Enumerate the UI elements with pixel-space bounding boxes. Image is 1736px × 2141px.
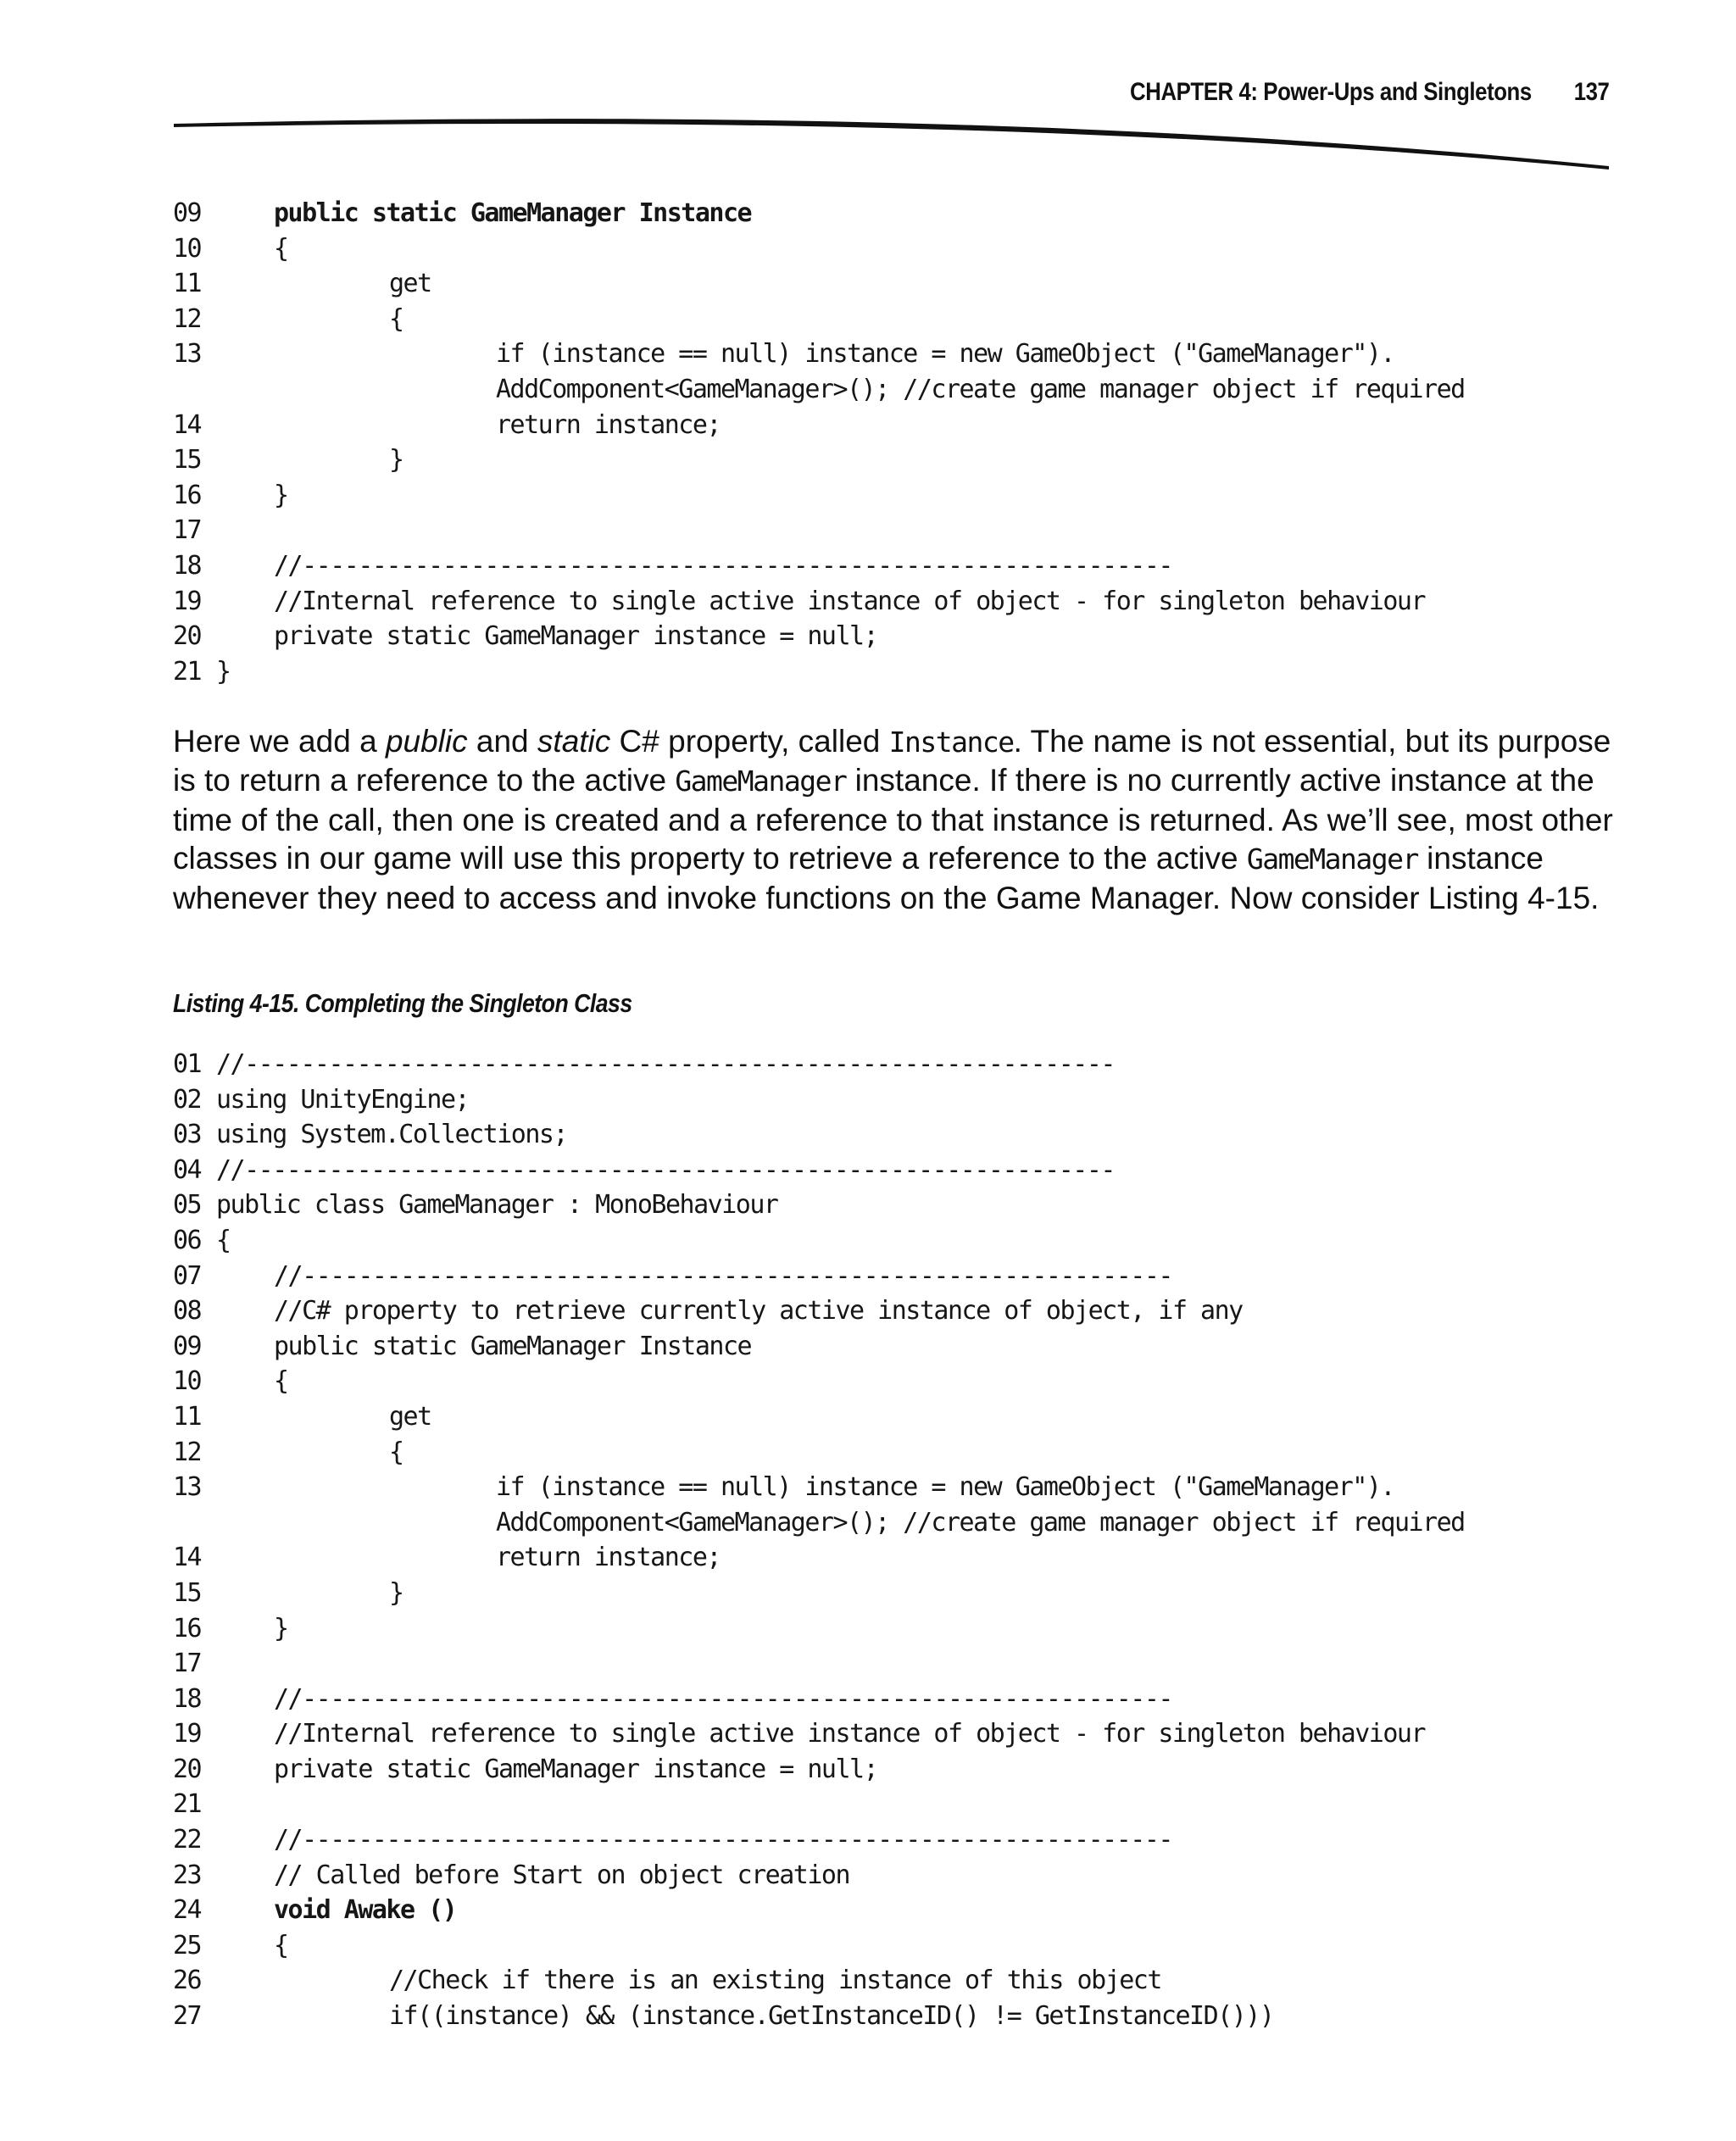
emphasis-public: public	[385, 724, 468, 759]
code-line	[173, 302, 1465, 337]
code-text: //Internal reference to single active instance of object - for singleton behaviour	[274, 1719, 1426, 1749]
line-number: 13	[173, 1472, 202, 1503]
code-line	[173, 266, 1465, 302]
code-text: AddComponent<GameManager>(); //create game manager object if required	[496, 1507, 1465, 1538]
code-text: AddComponent<GameManager>(); //create game manager object if required	[496, 374, 1465, 404]
code-line	[173, 1117, 1465, 1153]
line-number: 06	[173, 1225, 202, 1255]
line-number: 11	[173, 1401, 202, 1432]
code-text: {	[274, 1930, 288, 1960]
line-number: 02	[173, 1084, 202, 1115]
code-text: {	[216, 1225, 231, 1255]
code-line	[173, 231, 1465, 267]
code-text: if((instance) && (instance.GetInstanceID() != GetInstanceID()))	[389, 2001, 1274, 2032]
code-text: using UnityEngine;	[216, 1084, 470, 1115]
code-line	[173, 1047, 1465, 1082]
code-line	[173, 1187, 1465, 1223]
code-text: if (instance == null) instance = new GameObject ("GameManager").	[496, 1472, 1394, 1503]
listing-caption: Listing 4-15. Completing the Singleton Class	[173, 988, 632, 1018]
line-number: 10	[173, 1366, 202, 1397]
line-number: 23	[173, 1860, 202, 1890]
code-text: get	[389, 269, 431, 299]
line-number: 12	[173, 303, 202, 334]
code-line	[173, 1646, 1465, 1682]
code-line	[173, 1963, 1465, 1999]
line-number: 22	[173, 1825, 202, 1855]
code-text: private static GameManager instance = null;	[274, 1754, 878, 1784]
code-line	[173, 1999, 1465, 2034]
line-number: 27	[173, 2001, 202, 2032]
code-line	[173, 1893, 1465, 1928]
line-number: 05	[173, 1190, 202, 1221]
code-line	[173, 619, 1465, 654]
line-number: 12	[173, 1437, 202, 1467]
line-number: 01	[173, 1049, 202, 1079]
code-line	[173, 1153, 1465, 1188]
code-text	[214, 1649, 274, 1678]
code-text: }	[274, 1613, 288, 1643]
page-number: 137	[1573, 78, 1609, 106]
code-line	[173, 1259, 1465, 1294]
code-line	[173, 1223, 1465, 1259]
code-text: }	[389, 445, 403, 475]
code-line	[173, 196, 1465, 231]
code-line	[173, 1716, 1465, 1752]
code-text: //Internal reference to single active instance of object - for singleton behaviour	[274, 586, 1426, 616]
code-line	[173, 513, 1465, 548]
code-line	[173, 408, 1465, 443]
line-number: 14	[173, 1543, 202, 1573]
code-text: {	[389, 1437, 403, 1467]
chapter-title: CHAPTER 4: Power-Ups and Singletons	[1129, 78, 1532, 106]
line-number: 13	[173, 339, 202, 370]
line-number: 14	[173, 409, 202, 440]
code-text	[214, 515, 274, 545]
code-text: }	[216, 656, 231, 687]
code-text: //--------------------------------------------------------------	[274, 1260, 1172, 1291]
line-number: 21	[173, 1789, 202, 1820]
code-text: //--------------------------------------------------------------	[216, 1154, 1115, 1185]
code-line	[173, 1822, 1465, 1858]
code-text: //C# property to retrieve currently active instance of object, if any	[274, 1296, 1243, 1326]
line-number: 17	[173, 1649, 202, 1679]
code-line	[173, 1435, 1465, 1471]
code-text: return instance;	[496, 409, 721, 440]
code-line	[173, 1399, 1465, 1435]
code-line	[173, 1858, 1465, 1894]
code-text: if (instance == null) instance = new GameObject ("GameManager").	[496, 339, 1394, 370]
code-text: public static GameManager Instance	[274, 198, 752, 228]
line-number: 24	[173, 1895, 202, 1926]
code-text: using System.Collections;	[216, 1120, 568, 1150]
code-line	[173, 1293, 1465, 1329]
code-line	[173, 336, 1465, 372]
code-text: //--------------------------------------------------------------	[274, 1825, 1172, 1855]
line-number: 25	[173, 1930, 202, 1960]
code-line	[173, 1576, 1465, 1611]
code-text: //Check if there is an existing instance of this object	[389, 1966, 1161, 1996]
code-text: private static GameManager instance = null;	[274, 621, 878, 652]
line-number: 15	[173, 1577, 202, 1608]
code-text: public static GameManager Instance	[274, 1331, 752, 1361]
header-rule	[0, 0, 1736, 186]
line-number: 16	[173, 1613, 202, 1643]
code-line	[173, 1682, 1465, 1717]
code-line	[173, 1505, 1465, 1541]
body-paragraph: Here we add a public and static C# property, called Instance. The name is not essential, but its purpose is to return a reference to the active GameManager instance. If there is no currently active instance at the time of the call, then one is created and a reference to that instance is returned. As we’ll see, most other classes in our game will use this property to retrieve a reference to the active GameManager instance whenever they need to access and invoke functions on the Game Manager. Now consider Listing 4-15.	[173, 724, 1613, 915]
line-number: 21	[173, 656, 202, 687]
code-text	[214, 1789, 274, 1819]
code-text: }	[274, 480, 288, 510]
line-number: 08	[173, 1296, 202, 1326]
code-text: //--------------------------------------------------------------	[274, 1683, 1172, 1714]
inline-code-gamemanager: GameManager	[675, 765, 847, 798]
code-text: void Awake ()	[274, 1895, 457, 1926]
code-listing-continued	[173, 196, 1465, 689]
code-text: {	[389, 303, 403, 334]
line-number: 09	[173, 1331, 202, 1361]
code-text: }	[389, 1577, 403, 1608]
code-text: get	[389, 1401, 431, 1432]
code-line	[173, 1364, 1465, 1399]
code-line	[173, 654, 1465, 690]
line-number: 04	[173, 1154, 202, 1185]
line-number: 18	[173, 1683, 202, 1714]
code-line	[173, 584, 1465, 620]
code-text: {	[274, 233, 288, 264]
code-line	[173, 1787, 1465, 1822]
line-number: 15	[173, 445, 202, 475]
code-text: //--------------------------------------------------------------	[274, 550, 1172, 581]
code-line	[173, 1540, 1465, 1576]
code-text: // Called before Start on object creation	[274, 1860, 850, 1890]
code-text: {	[274, 1366, 288, 1397]
code-listing-4-15	[173, 1047, 1465, 2034]
code-line	[173, 1928, 1465, 1964]
code-text: return instance;	[496, 1543, 721, 1573]
code-line	[173, 1329, 1465, 1365]
code-text: //--------------------------------------------------------------	[216, 1049, 1115, 1079]
line-number: 17	[173, 515, 202, 546]
line-number: 20	[173, 621, 202, 652]
inline-code-gamemanager: GameManager	[1246, 842, 1418, 876]
code-line	[173, 478, 1465, 514]
line-number: 19	[173, 1719, 202, 1749]
emphasis-static: static	[537, 724, 611, 759]
code-text: public class GameManager : MonoBehaviour	[216, 1190, 778, 1221]
line-number: 11	[173, 269, 202, 299]
line-number: 10	[173, 233, 202, 264]
code-line	[173, 372, 1465, 408]
code-line	[173, 1470, 1465, 1505]
inline-code-instance: Instance	[888, 726, 1014, 759]
line-number: 03	[173, 1120, 202, 1150]
line-number: 19	[173, 586, 202, 616]
code-line	[173, 442, 1465, 478]
code-line	[173, 1752, 1465, 1788]
code-line	[173, 548, 1465, 584]
line-number: 16	[173, 480, 202, 510]
line-number: 07	[173, 1260, 202, 1291]
line-number: 26	[173, 1966, 202, 1996]
line-number: 18	[173, 550, 202, 581]
code-line	[173, 1611, 1465, 1647]
line-number: 09	[173, 198, 202, 228]
line-number: 20	[173, 1754, 202, 1784]
code-line	[173, 1082, 1465, 1118]
